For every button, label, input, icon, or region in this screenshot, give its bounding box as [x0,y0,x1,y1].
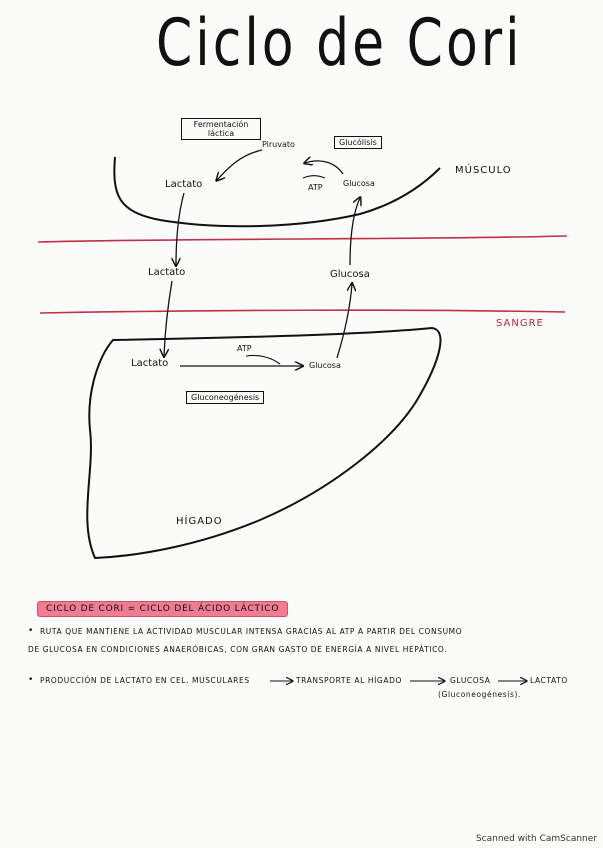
blood-glucosa: Glucosa [330,269,370,280]
bullet1-dot: • [28,626,34,636]
glycolysis-label: Glucólisis [334,136,382,149]
bullet2-part1: PRODUCCIÓN DE LACTATO EN CEL. MUSCULARES [40,676,250,685]
arrow-lactato-muscle-to-blood [176,193,184,265]
arrow-piruvato-to-lactato [217,150,262,180]
muscle-atp: ATP [308,183,323,192]
liver-glucosa: Glucosa [309,361,341,370]
scanner-watermark: Scanned with CamScanner [475,834,597,844]
cori-highlight: CICLO DE CORI = CICLO DEL ÁCIDO LÁCTICO [37,601,288,617]
arrow-glucosa-liver-to-blood [337,284,352,358]
arrow-glucosa-to-piruvato [305,161,343,174]
bullet2-dot: • [28,675,34,685]
muscle-cell-outline [114,157,440,226]
muscle-glucosa: Glucosa [343,179,375,188]
muscle-piruvato: Piruvato [262,140,295,149]
blood-lactato: Lactato [148,267,186,278]
bullet2-part3: GLUCOSA [450,676,491,685]
liver-label: HÍGADO [176,516,223,527]
blood-label: SANGRE [496,318,544,329]
muscle-lactato: Lactato [165,179,203,190]
arrow-glucosa-blood-to-muscle [350,198,360,265]
liver-lactato: Lactato [131,358,169,369]
blood-line-bottom [40,310,565,313]
bullet1-line2: DE GLUCOSA EN CONDICIONES ANAERÓBICAS, CON GRAN GASTO DE ENERGÍA A NIVEL HEPÁTICO. [28,645,448,654]
bullet2-note: (Gluconeogénesis). [438,690,521,699]
bullet2-part4: LACTATO [530,676,568,685]
page-title: Ciclo de Cori [156,6,523,81]
bullet1-line1: RUTA QUE MANTIENE LA ACTIVIDAD MUSCULAR INTENSA GRACIAS AL ATP A PARTIR DEL CONSUMO [40,627,463,636]
muscle-label: MÚSCULO [455,165,512,176]
arrow-liver-atp-curve [246,355,280,364]
liver-atp: ATP [237,344,252,353]
bullet2-part2: TRANSPORTE AL HÍGADO [296,676,402,685]
fermentation-label: Fermentación láctica [181,118,261,140]
arrow-atp-curve [303,176,325,178]
blood-line-top [38,236,567,242]
arrow-lactato-blood-to-liver [164,281,172,356]
gluconeogenesis-label: Gluconeogénesis [186,391,264,404]
